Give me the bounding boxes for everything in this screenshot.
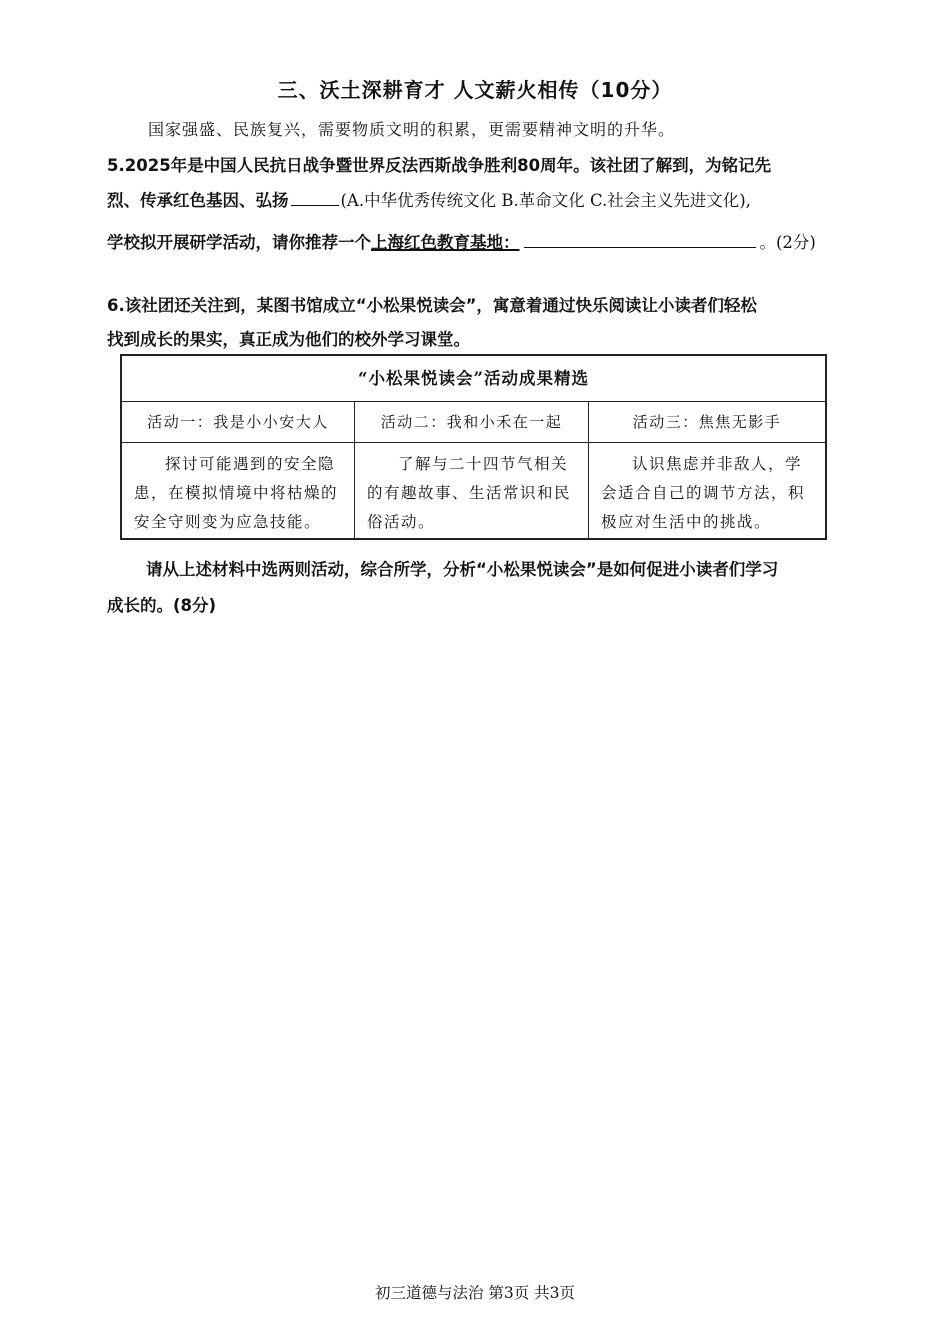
q5-options: (A.中华优秀传统文化 B.革命文化 C.社会主义先进文化), (340, 191, 751, 210)
page-footer: 初三道德与法治 第3页 共3页 (374, 1284, 576, 1302)
q5-line-3-text: 学校拟开展研学活动，请你推荐一个 (107, 233, 371, 252)
table-column-2 (355, 402, 589, 538)
q6-prompt-line-2: 成长的。(8分) (107, 596, 217, 615)
q5-line-2-text: 烈、传承红色基因、弘扬 (107, 191, 289, 210)
q5-fill-blank-short[interactable] (291, 205, 339, 206)
table-header-3: 活动三：焦焦无影手 (589, 402, 825, 443)
activity-table (120, 354, 827, 540)
q5-underlined-prompt: 上海红色教育基地： (371, 233, 520, 252)
table-cell-1: 探讨可能遇到的安全隐患，在模拟情境中将枯燥的安全守则变为应急技能。 (134, 455, 339, 531)
table-column-3 (589, 402, 825, 538)
q6-line-1: 6.该社团还关注到，某图书馆成立“小松果悦读会”，寓意着通过快乐阅读让小读者们轻松 (107, 296, 757, 315)
table-header-1: 活动一：我是小小安大人 (122, 402, 354, 443)
q5-line-3 (107, 229, 816, 253)
section-intro: 国家强盛、民族复兴，需要物质文明的积累，更需要精神文明的升华。 (148, 120, 676, 139)
table-header-2: 活动二：我和小禾在一起 (355, 402, 588, 443)
table-title: “小松果悦读会”活动成果精选 (122, 356, 825, 402)
section-title: 三、沃土深耕育才 人文薪火相传（10分） (277, 78, 673, 102)
table-column-1 (122, 402, 355, 538)
q5-score: 。(2分) (759, 233, 816, 252)
q6-prompt-line-1: 请从上述材料中选两则活动，综合所学，分析“小松果悦读会”是如何促进小读者们学习 (146, 560, 779, 579)
q5-fill-blank-long[interactable] (524, 247, 756, 248)
q6-line-2: 找到成长的果实，真正成为他们的校外学习课堂。 (107, 330, 470, 349)
table-cell-3: 认识焦虑并非敌人，学会适合自己的调节方法，积极应对生活中的挑战。 (601, 455, 806, 531)
q5-line-1: 5.2025年是中国人民抗日战争暨世界反法西斯战争胜利80周年。该社团了解到，为铭记先 (107, 156, 772, 175)
table-cell-2: 了解与二十四节气相关的有趣故事、生活常识和民俗活动。 (367, 455, 572, 531)
q5-line-2 (107, 187, 751, 211)
